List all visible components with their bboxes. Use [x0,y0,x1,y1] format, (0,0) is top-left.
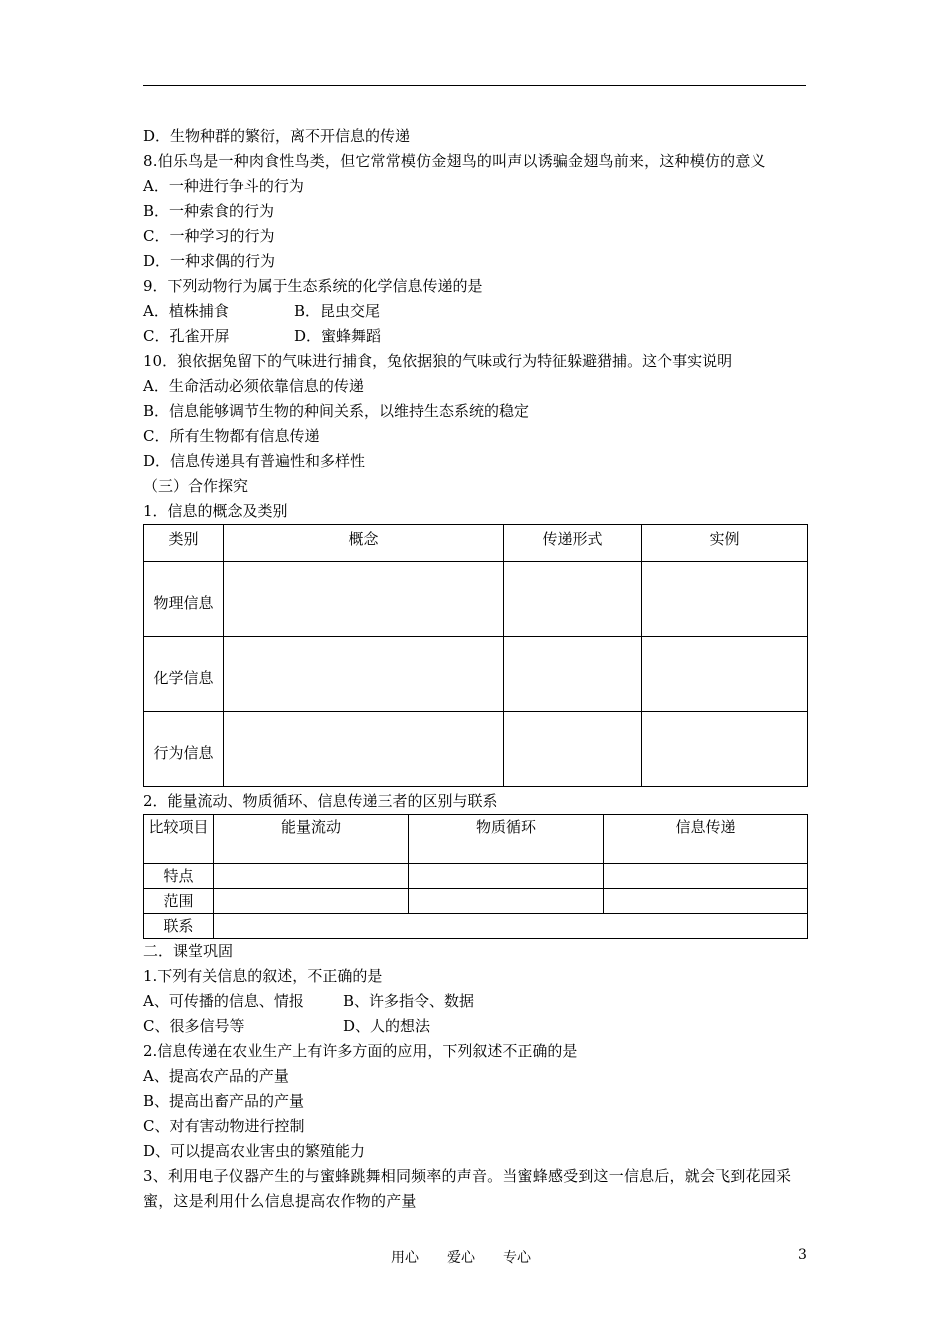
table-cell-blank [214,914,808,939]
table-cell-label: 联系 [144,914,214,939]
section-heading: （三）合作探究 [143,477,249,495]
table-cell-blank [604,889,808,914]
table-header-cell: 实例 [642,525,808,562]
table-row [144,889,808,914]
header-rule [143,85,806,86]
table-header-cell: 传递形式 [504,525,642,562]
table-row [144,864,808,889]
table-cell-blank [504,562,642,637]
table-header-cell: 物质循环 [409,815,604,864]
table-cell-label: 范围 [144,889,214,914]
option: C．孔雀开屏 [143,327,230,345]
text-line: D．生物种群的繁衍，离不开信息的传递 [143,127,411,145]
table-cell-blank [214,864,409,889]
table-header-cell: 类别 [144,525,224,562]
table-cell-blank [504,637,642,712]
question-c2: 2.信息传递在农业生产上有许多方面的应用，下列叙述不正确的是 [143,1042,578,1060]
table-cell-blank [504,712,642,787]
table-cell-blank [224,712,504,787]
table2-title: 2．能量流动、物质循环、信息传递三者的区别与联系 [143,792,498,810]
option-line: A．生命活动必须依靠信息的传递 [143,377,364,395]
table-row [144,637,808,712]
table-cell-label: 特点 [144,864,214,889]
option-line: B．一种索食的行为 [143,202,275,220]
table-cell-blank [224,637,504,712]
table-cell-blank [409,864,604,889]
table1-title: 1．信息的概念及类别 [143,502,288,520]
page-number: 3 [798,1247,807,1263]
table-header-cell: 信息传递 [604,815,808,864]
option-pair [143,989,808,1014]
option: B．昆虫交尾 [294,302,381,320]
option: D、人的想法 [343,1017,431,1035]
option-pair [143,1014,808,1039]
info-types-table [143,524,808,787]
table-cell-blank [642,712,808,787]
option-pair [143,299,808,324]
option: D．蜜蜂舞蹈 [294,327,382,345]
page-content [143,124,808,1214]
option-line: C．一种学习的行为 [143,227,275,245]
table-header-cell: 能量流动 [214,815,409,864]
option: A．植株捕食 [143,302,229,320]
option-line: C．所有生物都有信息传递 [143,427,320,445]
table-cell-blank [409,889,604,914]
section-heading: 二．课堂巩固 [143,942,234,960]
table-header-row [144,815,808,864]
table-row [144,712,808,787]
table-cell-blank [604,864,808,889]
option-line: C、对有害动物进行控制 [143,1117,305,1135]
option-line: A、提高农产品的产量 [143,1067,289,1085]
option-line: D．信息传递具有普遍性和多样性 [143,452,366,470]
option-line: A．一种进行争斗的行为 [143,177,304,195]
option-line: B、提高出畜产品的产量 [143,1092,305,1110]
question-c1: 1.下列有关信息的叙述，不正确的是 [143,967,383,985]
question-8: 8.伯乐鸟是一种肉食性鸟类，但它常常模仿金翅鸟的叫声以诱骗金翅鸟前来，这种模仿的意义 [143,152,766,170]
table-header-cell: 概念 [224,525,504,562]
table-cell-blank [642,562,808,637]
table-cell-blank [642,637,808,712]
option-line: B．信息能够调节生物的种间关系，以维持生态系统的稳定 [143,402,530,420]
table-row [144,914,808,939]
option: C、很多信号等 [143,1017,245,1035]
option-line: D、可以提高农业害虫的繁殖能力 [143,1142,366,1160]
table-header-row [144,525,808,562]
question-10: 10．狼依据兔留下的气味进行捕食，兔依据狼的气味或行为特征躲避猎捕。这个事实说明 [143,352,733,370]
table-row [144,562,808,637]
option: A、可传播的信息、情报 [143,992,304,1010]
table-cell-label: 物理信息 [144,562,224,637]
option-pair [143,324,808,349]
table-cell-blank [224,562,504,637]
footer-motto: 用心 爱心 专心 [391,1250,531,1266]
table-cell-label: 行为信息 [144,712,224,787]
table-cell-label: 化学信息 [144,637,224,712]
question-9: 9．下列动物行为属于生态系统的化学信息传递的是 [143,277,483,295]
comparison-table [143,814,808,939]
option-line: D．一种求偶的行为 [143,252,276,270]
question-c3: 3、利用电子仪器产生的与蜜蜂跳舞相同频率的声音。当蜜蜂感受到这一信息后，就会飞到花园采蜜，这是利用什么信息提高农作物的产量 [143,1167,792,1210]
option: B、许多指令、数据 [343,992,475,1010]
table-cell-blank [214,889,409,914]
table-header-cell: 比较项目 [144,815,214,864]
